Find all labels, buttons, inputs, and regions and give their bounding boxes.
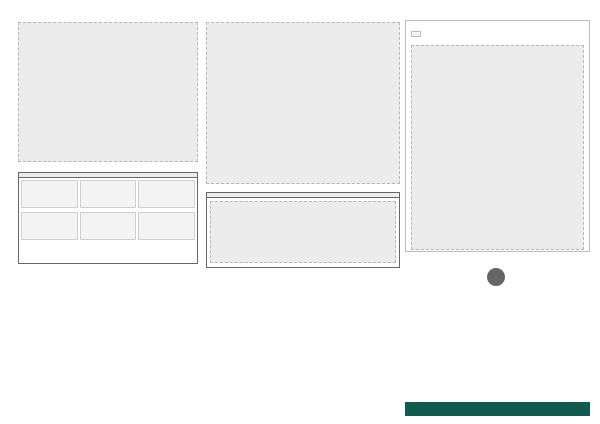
grid-cell xyxy=(21,212,78,240)
middle-box-title xyxy=(207,193,399,198)
left-schedule-box xyxy=(18,172,198,264)
grid-cell xyxy=(138,212,195,240)
left-body-placeholder xyxy=(18,22,198,162)
left-box-grid xyxy=(19,178,197,210)
grid-cell xyxy=(21,180,78,208)
footer-strip xyxy=(405,402,590,416)
left-box-grid xyxy=(19,210,197,242)
right-card xyxy=(405,20,590,252)
middle-column xyxy=(206,12,400,268)
middle-body-placeholder xyxy=(206,22,400,184)
grid-cell xyxy=(138,180,195,208)
church-logo-icon xyxy=(487,268,505,286)
left-column xyxy=(18,12,198,264)
church-name-area xyxy=(405,266,590,286)
right-column xyxy=(405,12,590,286)
middle-box-placeholder xyxy=(210,201,396,263)
right-card-title xyxy=(411,31,421,37)
right-card-placeholder xyxy=(411,45,584,250)
grid-cell xyxy=(80,180,137,208)
middle-info-box xyxy=(206,192,400,268)
grid-cell xyxy=(80,212,137,240)
